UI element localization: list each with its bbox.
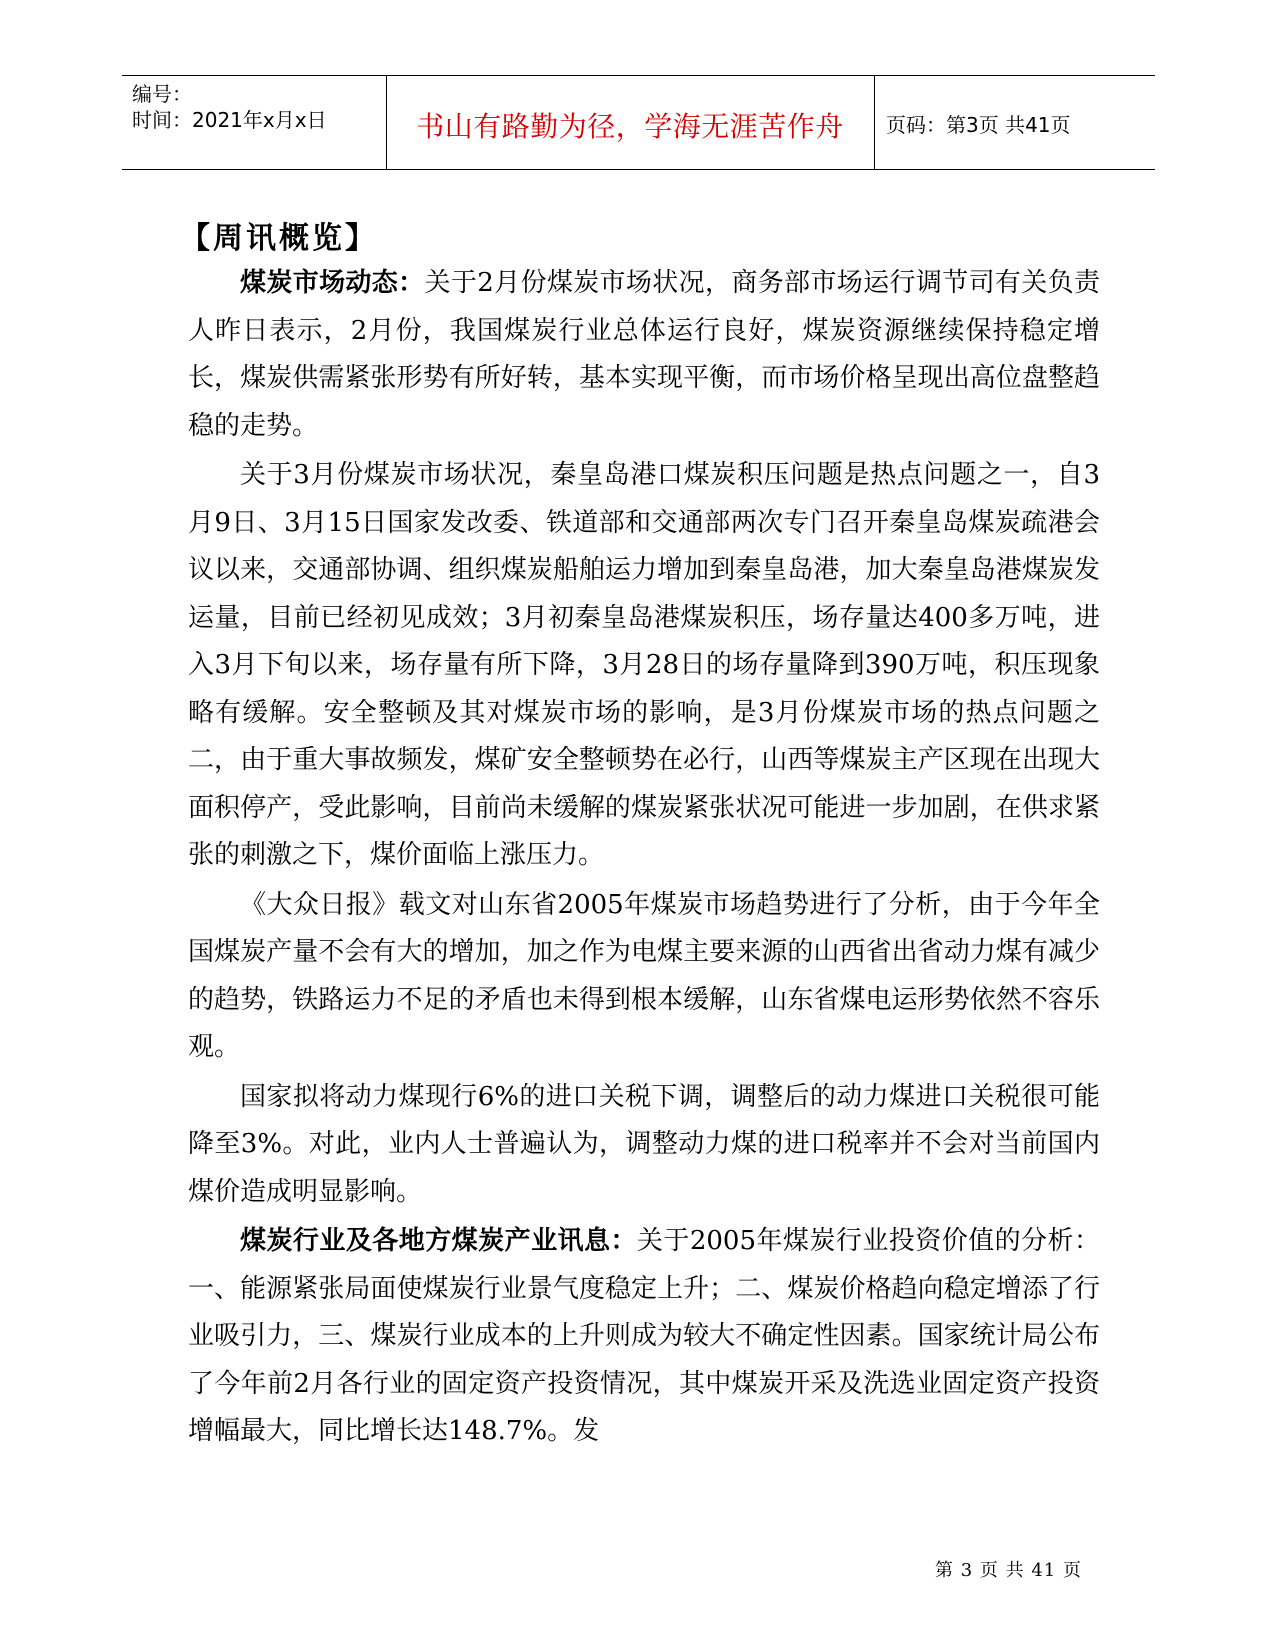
- document-body: [180, 218, 1100, 1456]
- paragraph-text: 《大众日报》载文对山东省2005年煤炭市场趋势进行了分析，由于今年全国煤炭产量不会有大的增加，加之作为电煤主要来源的山西省出省动力煤有减少的趋势，铁路运力不足的矛盾也未得到根本缓解，山东省煤电运形势依然不容乐观。: [188, 889, 1100, 1062]
- paragraph-market-dynamics: [188, 260, 1100, 450]
- paragraph-text: 关于3月份煤炭市场状况，秦皇岛港口煤炭积压问题是热点问题之一，自3月9日、3月15日国家发改委、铁道部和交通部两次专门召开秦皇岛煤炭疏港会议以来，交通部协调、组织煤炭船舶运力增加到秦皇岛港，加大秦皇岛港煤炭发运量，目前已经初见成效；3月初秦皇岛港煤炭积压，场存量达400多万吨，进入3月下旬以来，场存量有所下降，3月28日的场存量降到390万吨，积压现象略有缓解。安全整顿及其对煤炭市场的影响，是3月份煤炭市场的热点问题之二，由于重大事故频发，煤矿安全整顿势在必行，山西等煤炭主产区现在出现大面积停产，受此影响，目前尚未缓解的煤炭紧张状况可能进一步加剧，在供求紧张的刺激之下，煤价面临上涨压力。: [188, 460, 1100, 870]
- header-page-info: 页码：第3页 共41页: [886, 113, 1071, 137]
- paragraph-text: 关于2月份煤炭市场状况，商务部市场运行调节司有关负责人昨日表示，2月份，我国煤炭行业总体运行良好，煤炭资源继续保持稳定增长，煤炭供需紧张形势有所好转，基本实现平衡，而市场价格呈现出高位盘整趋稳的走势。: [188, 268, 1100, 441]
- paragraph-text: 关于2005年煤炭行业投资价值的分析：一、能源紧张局面使煤炭行业景气度稳定上升；二、煤炭价格趋向稳定增添了行业吸引力，三、煤炭行业成本的上升则成为较大不确定性因素。国家统计局公布了今年前2月各行业的固定资产投资情况，其中煤炭开采及洗选业固定资产投资增幅最大，同比增长达148.7%。发: [188, 1226, 1100, 1446]
- paragraph-march-market: [188, 452, 1100, 880]
- header-motto: 书山有路勤为径，学海无涯苦作舟: [416, 110, 844, 143]
- paragraph-lead: 煤炭行业及各地方煤炭产业讯息：: [240, 1226, 637, 1256]
- paragraph-import-tariff: [188, 1074, 1100, 1217]
- page-footer: 第 3 页 共 41 页: [935, 1560, 1082, 1581]
- document-header: [122, 75, 1155, 170]
- paragraph-shandong: [188, 882, 1100, 1072]
- serial-label: 编号：: [132, 82, 192, 106]
- paragraph-text: 国家拟将动力煤现行6%的进口关税下调，调整后的动力煤进口关税很可能降至3%。对此，业内人士普遍认为，调整动力煤的进口税率并不会对当前国内煤价造成明显影响。: [188, 1081, 1100, 1207]
- paragraph-industry-news: [188, 1218, 1100, 1456]
- paragraph-lead: 煤炭市场动态：: [240, 268, 425, 298]
- header-page-cell: [874, 76, 1155, 169]
- header-motto-cell: [386, 76, 875, 169]
- header-left-cell: [122, 76, 387, 169]
- time-label: 时间：2021年x月x日: [132, 108, 327, 132]
- section-title: 【周讯概览】: [180, 221, 378, 256]
